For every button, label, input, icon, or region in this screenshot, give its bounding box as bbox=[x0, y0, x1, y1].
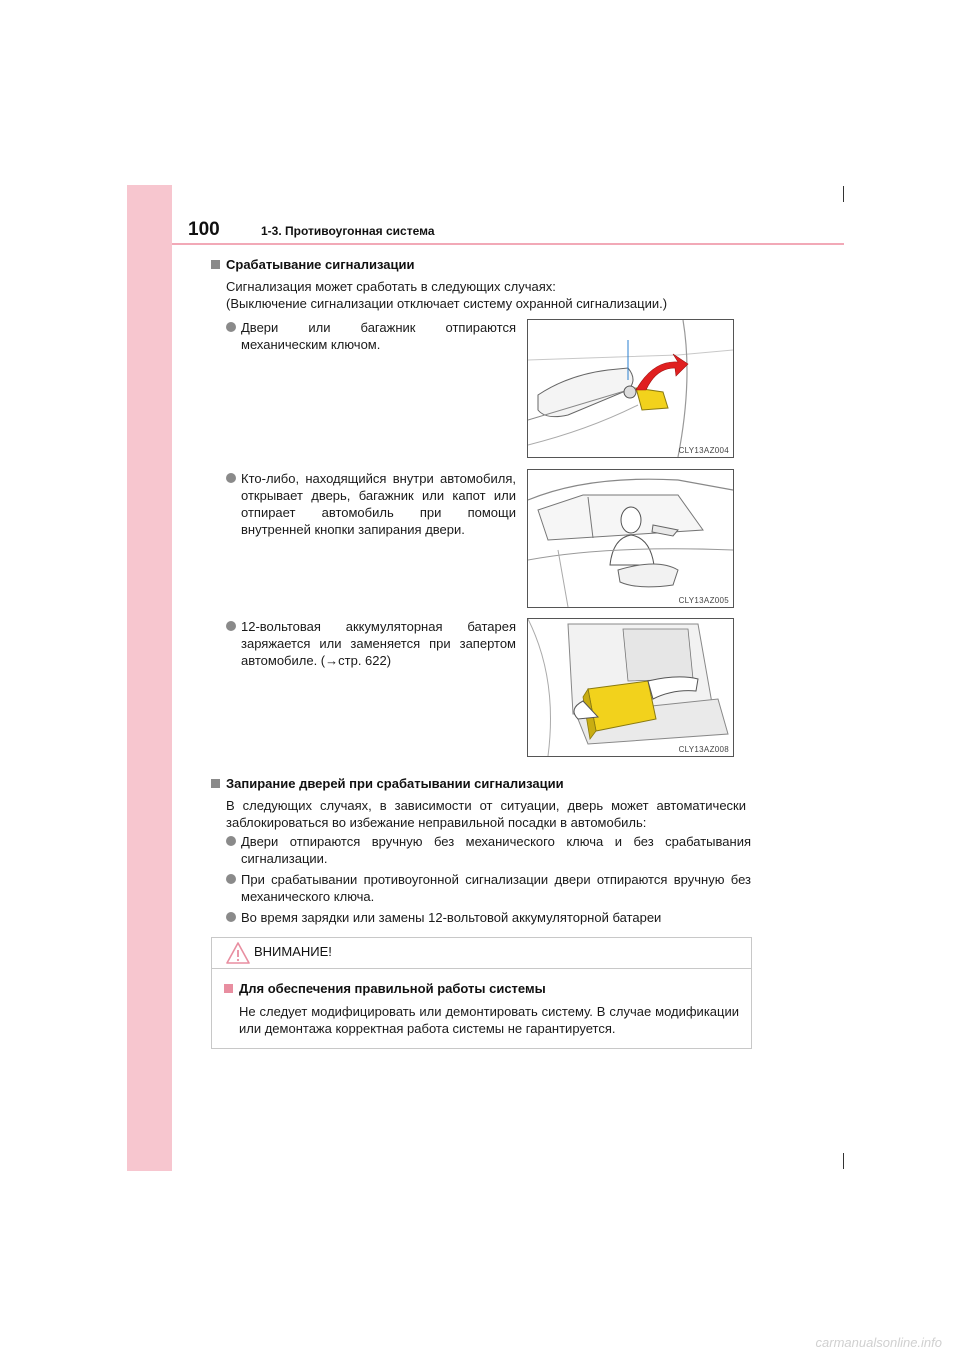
bullet-text: Двери отпираются вручную без механического ключа и без срабатывания сигнализации. bbox=[241, 834, 751, 866]
crop-mark-top bbox=[843, 186, 844, 202]
section1-bullet-1 bbox=[226, 319, 516, 353]
figure-code: CLY13AZ008 bbox=[678, 745, 729, 754]
figure-battery-trunk bbox=[527, 618, 734, 757]
section1-bullet-3 bbox=[226, 618, 516, 669]
header-rule bbox=[172, 243, 844, 245]
bullet-text: Кто-либо, находящийся внутри автомобиля, открывает дверь, багажник или капот или отпирает автомобиль при помощи внутренней кнопки запирания двери. bbox=[241, 471, 516, 537]
section2-bullet-1 bbox=[226, 833, 751, 867]
bullet-dot-icon bbox=[226, 836, 236, 846]
warning-text: Не следует модифицировать или демонтировать систему. В случае модификации или демонтажа корректная работа системы не гарантируется. bbox=[239, 1004, 739, 1036]
section1-intro-line2: (Выключение сигнализации отключает систему охранной сигнализации.) bbox=[226, 296, 668, 311]
bullet-dot-icon bbox=[226, 473, 236, 483]
section1-bullet-2 bbox=[226, 470, 516, 538]
bullet-text: 12-вольтовая аккумуляторная батарея заряжается или заменяется при запертом автомобиле. (→стр. 622) bbox=[241, 619, 516, 668]
figure-code: CLY13AZ004 bbox=[678, 446, 729, 455]
battery-illustration bbox=[528, 619, 733, 756]
warning-header bbox=[212, 938, 751, 969]
car-interior-illustration bbox=[528, 470, 733, 607]
warning-heading bbox=[224, 981, 546, 996]
section2-bullet-3 bbox=[226, 909, 751, 926]
figure-code: CLY13AZ005 bbox=[678, 596, 729, 605]
section2-heading-text: Запирание дверей при срабатывании сигнализации bbox=[226, 776, 564, 791]
section1-intro-line1: Сигнализация может сработать в следующих случаях: bbox=[226, 279, 556, 294]
bullet-text: Двери или багажник отпираются механическим ключом. bbox=[241, 320, 516, 352]
section1-heading bbox=[211, 257, 415, 272]
watermark: carmanualsonline.info bbox=[815, 1335, 942, 1350]
section-square-icon bbox=[211, 260, 220, 269]
bullet-text: Во время зарядки или замены 12-вольтовой аккумуляторной батареи bbox=[241, 910, 662, 925]
section2-heading bbox=[211, 776, 564, 791]
bullet-dot-icon bbox=[226, 912, 236, 922]
section-square-icon bbox=[211, 779, 220, 788]
bullet-dot-icon bbox=[226, 621, 236, 631]
door-key-illustration bbox=[528, 320, 733, 457]
crop-mark-bottom bbox=[843, 1153, 844, 1169]
section2-bullet-2 bbox=[226, 871, 751, 905]
warning-label: ВНИМАНИЕ! bbox=[254, 944, 332, 959]
side-color-band bbox=[127, 185, 172, 1171]
page-number: 100 bbox=[188, 219, 220, 240]
warning-square-icon bbox=[224, 984, 233, 993]
figure-person-inside-car bbox=[527, 469, 734, 608]
warning-triangle-icon bbox=[226, 942, 250, 969]
section1-heading-text: Срабатывание сигнализации bbox=[226, 257, 415, 272]
warning-heading-text: Для обеспечения правильной работы системы bbox=[239, 981, 546, 996]
warning-box bbox=[211, 937, 752, 1049]
figure-door-key bbox=[527, 319, 734, 458]
bullet-text: При срабатывании противоугонной сигнализации двери отпираются вручную без механического ключа. bbox=[241, 872, 751, 904]
section-title: 1-3. Противоугонная система bbox=[261, 224, 435, 238]
section2-intro: В следующих случаях, в зависимости от ситуации, дверь может автоматически заблокироваться во избежание неправильной посадки в автомобиль: bbox=[226, 798, 746, 830]
bullet-dot-icon bbox=[226, 322, 236, 332]
bullet-dot-icon bbox=[226, 874, 236, 884]
